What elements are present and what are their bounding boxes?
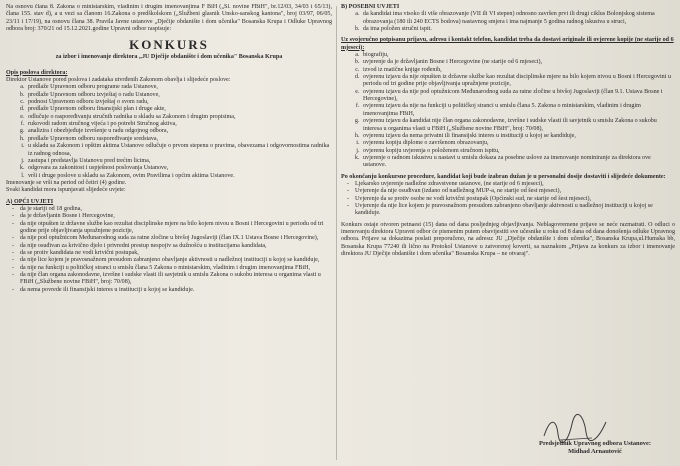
general-conditions-heading: A) OPĆI UVJETI	[6, 198, 54, 205]
konkurs-subtitle: za izbor i imenovanje direktora „JU Dječije obdanište i dom učenika" Bosanska Krupa	[55, 54, 283, 61]
list-item: f. rukovodi radom stručnog vijeća i po potrebi Stručnog aktiva,	[26, 121, 332, 128]
signature-name: Midhad Arnautović	[568, 448, 622, 455]
duties-lead: Direktor Ustanove pored poslova i zadataka utvrđenih Zakonom obavlja i slijedeće poslove:	[6, 77, 231, 84]
list-item: l. vrši i druge poslove u skladu sa Zakonom, ovim Pravilima i općim aktima Ustanove.	[26, 173, 332, 180]
list-item: - Uvjerenje da se protiv osobe ne vodi krivični postupak (Općinski sud, ne starije od šest mjeseci),	[355, 196, 675, 203]
intro-paragraph: Na osnovu člana 8. Zakona o ministarskim, vladinim i drugim imenovanjima F BiH („Sl. novine FBiH", br.12/03, 34/03 i 65/13), člana 155. stav d), a u vezi sa članom 16.Zakona o predškolskom („Službeni glasnik Unsko-sanskog kantona", broj 03/97, 06/05, 23/11 i 17/19), na osnovu člana 38. Pravila Javne ustanove „Dječije obdanište i dom učenika" Bosanska Krupa i Odluke Upravnog odbora broj: 370/21 od 15.12.2021.godine Upravni odbor raspisuje:	[6, 4, 332, 33]
list-item: h. ovjerenu izjavu da nema privatni ili finansijski interes u instituciji u kojoj se kandiduje,	[361, 133, 675, 140]
list-item: - Uvjerenje da nije lice kojem je pravosnažnom presudom zabranjeno obavljanje aktivnosti u nadležnoj instituciji u kojoj se kandiduje.	[355, 203, 675, 218]
list-item: k. odgovara za zakonitost i uspješnost poslovanja Ustanove,	[26, 165, 332, 172]
list-item: e. ovjerenu izjavu da nije pod optužnicom Međunarodnog suda za ratne zločine u bivšoj Jugoslaviji (član 9.1. Ustava Bosne i Hercegovine),	[361, 89, 675, 104]
duties-heading: Opis poslova direktora:	[6, 69, 68, 76]
list-item: a. predlaže Upravnom odboru programe rada Ustanove,	[26, 84, 332, 91]
list-item: - Ljekarsko uvjerenje nadležne zdravstvene ustanove, (ne starije od 6 mjeseci),	[355, 181, 675, 188]
after-procedure-list	[341, 181, 675, 218]
list-item: b. predlaže Upravnom odboru izvještaj o radu Ustanove,	[26, 92, 332, 99]
requirements-lead: Svaki kandidat mora ispunjavati slijedeće uvjete:	[6, 187, 126, 194]
list-item: g. ovjerenu izjavu da kandidat nije član organa zakonodavne, izvršne i sudske vlasti ili savjetnik u smislu Zakona o sukobu interesa u organima vlasti u FBiH („Službene novine FBiH", broj: 70/08),	[361, 118, 675, 133]
list-item: a. biografiju,	[361, 52, 675, 59]
list-item: b. uvjerenje da je državljanin Bosne i Hercegovine (ne starije od 6 mjeseci),	[361, 59, 675, 66]
list-item: i. u skladu sa Zakonom i opštim aktima Ustanove odlučuje o prvom stepenu o pravima, obavezama i odgovornostima radnika iz radnog odnosa,	[26, 143, 332, 158]
list-item: a. da kandidat ima visoko ili više obrazovanje (VII ili VI stepen) odnosno završen prvi ili drugi ciklus Bolonjskog sistema obrazovanja (180 ili 240 ECTS bodova) nastavnog smjera i ima najmanje 5 godina radnog iskustva u struci,	[361, 11, 675, 26]
list-item: f. ovjerenu izjavu da nije na funkciji u političkoj stranci u smislu člana 5. Zakona o ministarskim, vladinim i drugim imenovanjima FBiH,	[361, 103, 675, 118]
list-item: - da nije član organa zakonodavne, izvršne i sudske vlasti ili savjetnik u smislu Zakona o sukobu interesa u organima vlasti u FBiH („Službene novine FBiH", broj: 70/08),	[20, 272, 332, 287]
duties-list	[6, 84, 332, 179]
list-item: - da nema povrede ili finansijski interes u instituciji u kojoj se kandiduje.	[20, 287, 332, 294]
documents-heading: Uz svojeručno potpisanu prijavu, adresu i kontakt telefon, kandidat treba da dostavi originale ili ovjerene kopije (ne starije od 6 mjeseci):	[341, 37, 674, 51]
list-item: b. da ima položen stručni ispit.	[361, 26, 675, 33]
right-column	[341, 4, 675, 462]
list-item: - da nije otpušten iz državne službe kao rezultat disciplinske mjere na bilo kojem nivou u Bosni i Hercegovini u periodu od tri godine prije objavljivanja upražnjene pozicije,	[20, 221, 332, 236]
signature-block	[520, 440, 670, 456]
list-item: - da je državljanin Bosne i Hercegovine,	[20, 213, 332, 220]
list-item: - da nije na funkciji u političkoj stranci u smislu člana 5 Zakona o ministarskim, vladinim i drugim imenovanjima FBiH,	[20, 265, 332, 272]
list-item: - da se protiv kandidata ne vodi krivični postupak,	[20, 250, 332, 257]
list-item: - da nije lice kojem je pravosnažnom presudom zabranjeno obavljanje aktivnosti u nadležnoj instituciji u kojoj se kandiduje,	[20, 257, 332, 264]
list-item: j. zastupa i predstavlja Ustanovu pred trećim licima,	[26, 158, 332, 165]
special-conditions-heading: B) POSEBNI UVJETI	[341, 4, 400, 10]
after-procedure-heading: Po okončanju konkursne procedure, kandidat koji bude izabran dužan je u personalni dosije dostaviti i slijedeće dokumente:	[341, 173, 666, 180]
list-item: d. predlaže Upravnom odboru finansijski plan i druge akte,	[26, 106, 332, 113]
list-item: e. odlučuje o raspoređivanju stručnih radnika u skladu sa Zakonom i drugim propisima,	[26, 114, 332, 121]
list-item: i. ovjerenu kopiju diplome o završenom obrazovanju,	[361, 140, 675, 147]
left-column	[6, 4, 332, 462]
signature-role: Predsjednik Upravnog odbora Ustanove:	[539, 440, 651, 447]
list-item: g. analizira i obezbjeđuje izvršenje u radu odgojnog odbora,	[26, 128, 332, 135]
term-text: Imenovanje se vrši na period od četiri (4) godine.	[6, 179, 127, 186]
list-item: d. ovjerenu izjavu da nije otpušten iz državne službe kao rezultat disciplinske mjere na bilo kojem nivou u Bosni i Hercegovini u periodu od tri godine prije objavljivanja upražnjene pozicije,	[361, 74, 675, 89]
list-item: - da je stariji od 18 godina,	[20, 206, 332, 213]
list-item: h. predlaže Upravnom odboru raspoređivanje sredstava,	[26, 136, 332, 143]
list-item: - da nije osuđivan za krivično djelo i privredni prestup nespojiv sa dužnošću u institucijama kandidata,	[20, 243, 332, 250]
list-item: c. izvod iz matične knjige rođenih,	[361, 67, 675, 74]
list-item: c. podnosi Upravnom odboru izvještaj o svom radu,	[26, 99, 332, 106]
special-conditions-list	[341, 11, 675, 33]
documents-list	[341, 52, 675, 170]
konkurs-title: KONKURS	[129, 37, 209, 53]
list-item: k. uvjerenje o radnom iskustvu u nastavi u smislu dokaza za posebne uslove za imenovanje nominiranje za direktora ove ustanove.	[361, 155, 675, 170]
general-conditions-list	[6, 206, 332, 294]
list-item: - Uvjerenje da nije osuđivan (izdano od nadležnog MUP-a, ne starije od šest mjeseci),	[355, 188, 675, 195]
column-divider	[336, 6, 337, 460]
list-item: j. ovjerenu kopiju uvjerenja o položenom stručnom ispitu,	[361, 148, 675, 155]
closing-paragraph: Konkurs ostaje otvoren petnaest (15) dana od dana posljednjeg objavljivanja. Neblagovremene prijave se neće razmatrati. O odluci o imenovanju direktora Upravni odbor će pismenim putem obavijestiti sve učesnike u roku od 8 dana od dana donošenja odluke Upravnog odbora. Prijave sa dokazima poslati preporučeno, na adresu: JU „Dječije obdanište i dom učenika", Bosanska Krupa,ul.Humska bb, Bosanska Krupa 77240 ili lično na Protokol Ustanove u zatvorenoj koverti, sa naznakom „Prijava za konkurs za izbor i imenovanje direktora JU Dječije obdanište i dom učenika" Bosanska Krupa – ne otvaraj".	[341, 221, 675, 257]
list-item: - da nije pod optužnicom Međunarodnog suda za ratne zločine u bivšoj Jugoslaviji (član IX.1 Ustava Bosne i Hercegovine),	[20, 235, 332, 242]
